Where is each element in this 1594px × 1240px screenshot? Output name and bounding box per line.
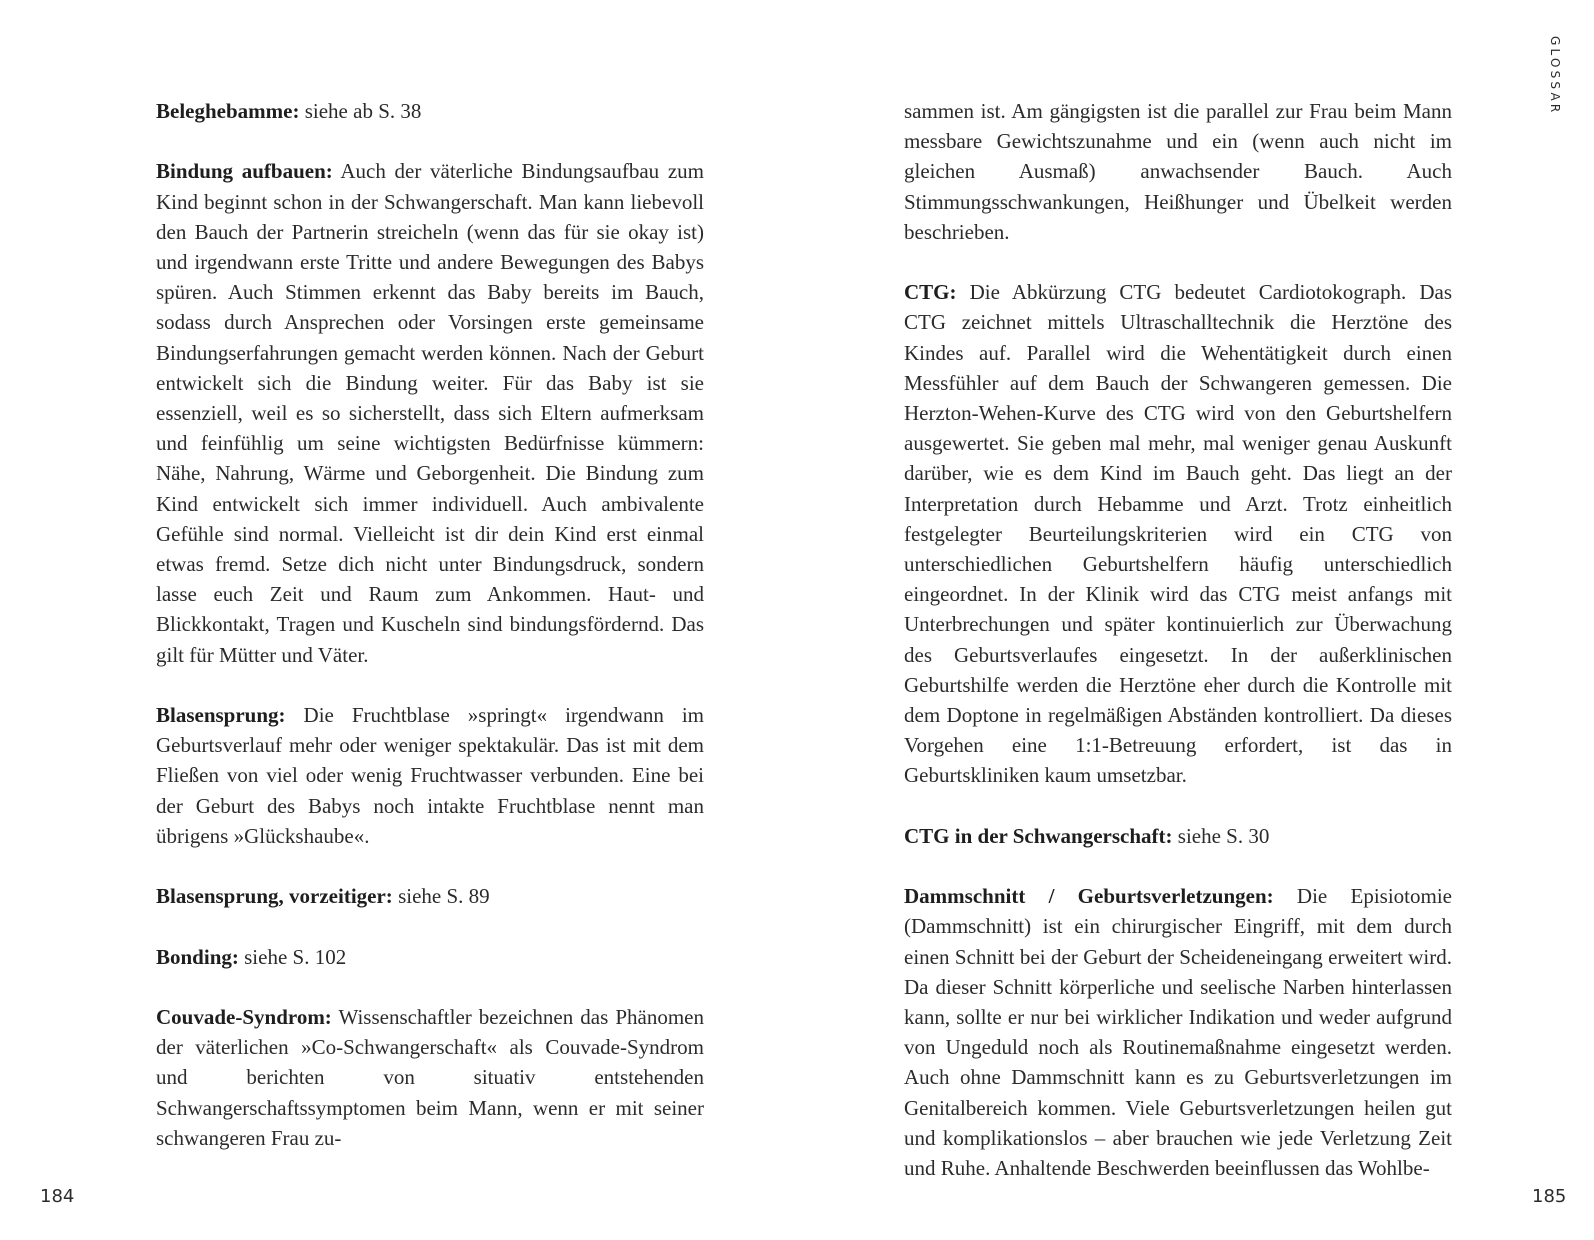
glossary-continuation-couvade-syndrom: sammen ist. Am gängigsten ist die parallel zur Frau beim Mann messbare Gewichtszunahme und ein (wenn auch nicht im gleichen Ausmaß) anwachsender Bauch. Auch Stimmungsschwankungen, Heißhunger und Übelkeit werden beschrieben.: [904, 99, 1452, 244]
glossary-entry-ctg-schwangerschaft: [904, 821, 1452, 851]
glossary-definition: Wissenschaftler bezeichnen das Phänomen der väterlichen »Co-Schwangerschaft« als Couvade-Syndrom und berichten von situativ entstehenden Schwangerschaftssymptomen beim Mann, wenn er mit seiner schwangeren Frau zu-: [156, 1005, 704, 1150]
glossary-term: CTG in der Schwangerschaft:: [904, 823, 1173, 848]
glossary-term: Dammschnitt / Geburtsverletzungen:: [904, 884, 1274, 909]
glossary-definition: siehe S. 30: [1177, 823, 1270, 848]
glossary-definition: siehe S. 89: [398, 884, 490, 909]
glossary-term: Bonding:: [156, 944, 239, 969]
glossary-entry-blasensprung: [156, 700, 704, 851]
right-page-column: [904, 96, 1452, 1213]
page-number-left: 184: [40, 1186, 75, 1207]
glossary-term: Bindung aufbauen:: [156, 159, 333, 184]
glossary-entry-beleghebamme: [156, 96, 704, 126]
glossary-entry-dammschnitt: [904, 881, 1452, 1183]
glossary-entry-bonding: [156, 942, 704, 972]
page-number-right: 185: [1532, 1186, 1567, 1207]
glossary-entry-blasensprung-vorzeitiger: [156, 881, 704, 911]
glossary-definition: Die Fruchtblase »springt« irgendwann im Geburtsverlauf mehr oder weniger spektakulär. Das ist mit dem Fließen von viel oder wenig Fruchtwasser verbunden. Eine bei der Geburt des Babys noch intakte Fruchtblase nennt man übrigens »Glückshaube«.: [156, 703, 704, 848]
glossary-entry-bindung-aufbauen: [156, 156, 704, 669]
glossary-term: Blasensprung, vorzeitiger:: [156, 884, 393, 909]
glossary-definition: Auch der väterliche Bindungsaufbau zum Kind beginnt schon in der Schwangerschaft. Man kann liebevoll den Bauch der Partnerin streicheln (wenn das für sie okay ist) und irgendwann erste Tritte und andere Bewegungen des Babys spüren. Auch Stimmen erkennt das Baby bereits im Bauch, sodass durch Ansprechen oder Vorsingen erste gemeinsame Bindungserfahrungen gemacht werden können. Nach der Geburt entwickelt sich die Bindung weiter. Für das Baby ist sie essenziell, weil es so sicherstellt, dass sich Eltern aufmerksam und feinfühlig um seine wichtigsten Bedürfnisse kümmern: Nähe, Nahrung, Wärme und Geborgenheit. Die Bindung zum Kind entwickelt sich immer individuell. Auch ambivalente Gefühle sind normal. Vielleicht ist dir dein Kind erst einmal etwas fremd. Setze dich nicht unter Bindungsdruck, sondern lasse euch Zeit und Raum zum Ankommen. Haut- und Blickkontakt, Tragen und Kuscheln sind bindungsfördernd. Das gilt für Mütter und Väter.: [156, 159, 704, 667]
glossary-term: Couvade-Syndrom:: [156, 1005, 332, 1030]
glossary-entry-couvade-syndrom: [156, 1002, 704, 1153]
glossary-definition: Die Abkürzung CTG bedeutet Cardiotokograph. Das CTG zeichnet mittels Ultraschalltechnik die Herztöne des Kindes auf. Parallel wird die Wehentätigkeit durch einen Messfühler auf dem Bauch der Schwangeren gemessen. Die Herzton-Wehen-Kurve des CTG wird von den Geburtshelfern ausgewertet. Sie geben mal mehr, mal weniger genau Auskunft darüber, wie es dem Kind im Bauch geht. Das liegt an der Interpretation durch Hebamme und Arzt. Trotz einheitlich festgelegter Beurteilungskriterien wird ein CTG von unterschiedlichen Geburtshelfern häufig unterschiedlich eingeordnet. In der Klinik wird das CTG meist anfangs mit Unterbrechungen und später kontinuierlich zur Überwachung des Geburtsverlaufes eingesetzt. In der außerklinischen Geburtshilfe werden die Herztöne eher durch die Kontrolle mit dem Doptone in regelmäßigen Abständen kontrolliert. Da dieses Vorgehen eine 1:1-Betreuung erfordert, ist das in Geburtskliniken kaum umsetzbar.: [904, 280, 1452, 788]
glossary-definition: Die Episiotomie (Dammschnitt) ist ein chirurgischer Eingriff, mit dem durch einen Schnitt bei der Geburt der Scheideneingang erweitert wird. Da dieser Schnitt körperliche und seelische Narben hinterlassen kann, sollte er nur bei wirklicher Indikation und weder aufgrund von Ungeduld noch als Routinemaßnahme eingesetzt werden. Auch ohne Dammschnitt kann es zu Geburtsverletzungen im Genitalbereich kommen. Viele Geburtsverletzungen heilen gut und komplikationslos – aber brauchen wie jede Verletzung Zeit und Ruhe. Anhaltende Beschwerden beeinflussen das Wohlbe-: [904, 884, 1452, 1181]
glossary-term: Blasensprung:: [156, 703, 286, 728]
left-page-column: [156, 96, 704, 1183]
glossary-entry-ctg: [904, 277, 1452, 790]
running-head-glossar: GLOSSAR: [1548, 36, 1562, 116]
glossary-term: Beleghebamme:: [156, 99, 300, 123]
glossary-term: CTG:: [904, 280, 957, 305]
glossary-definition: siehe S. 102: [244, 944, 347, 969]
glossary-definition: siehe ab S. 38: [304, 99, 422, 123]
